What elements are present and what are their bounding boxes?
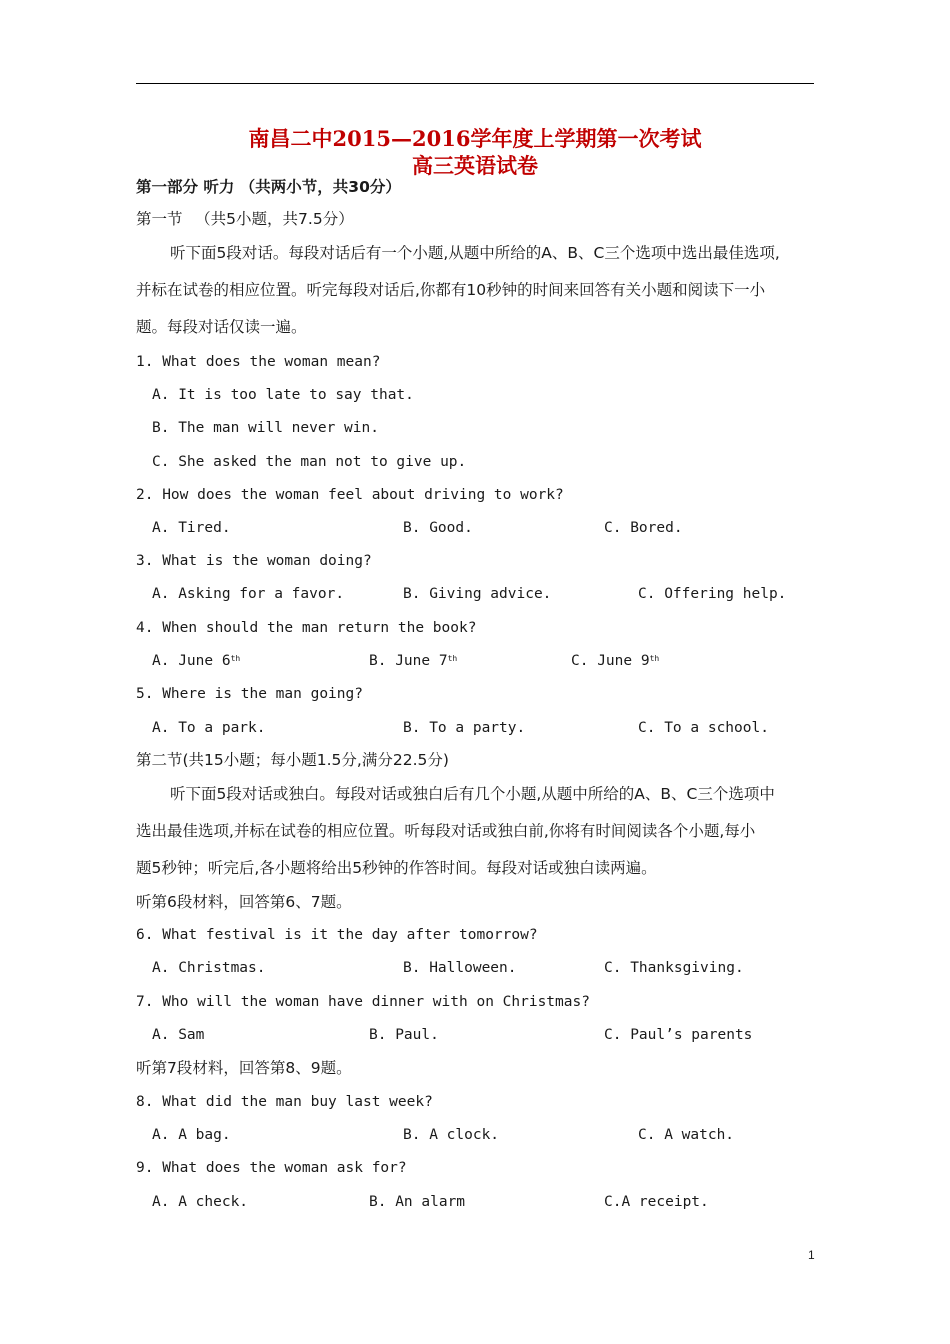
option-a: A. Christmas. [152,960,266,976]
section2-instruction: 选出最佳选项,并标在试卷的相应位置。听每段对话或独白前,你将有时间阅读各个小题,每小 [136,822,756,840]
option-b: B. An alarm [369,1194,466,1210]
option-b: B. Paul. [369,1027,439,1043]
question-stem: 3. What is the woman doing? [136,553,372,569]
question-stem: 8. What did the man buy last week? [136,1094,433,1110]
exam-subtitle: 高三英语试卷 [412,153,538,178]
option-c: C.A receipt. [604,1194,709,1210]
section2-instruction: 题5秒钟；听完后,各小题将给出5秒钟的作答时间。每段对话或独白读两遍。 [136,859,657,877]
question-stem: 1. What does the woman mean? [136,354,381,370]
section2-instruction: 听下面5段对话或独白。每段对话或独白后有几个小题,从题中所给的A、B、C三个选项中 [170,785,775,803]
option-b: B. The man will never win. [152,420,379,436]
option-a: A. Sam [152,1027,205,1043]
option-a: A. June 6th [152,653,241,669]
option-b: B. Giving advice. [403,586,552,602]
option-c: C. To a school. [638,720,769,736]
section1-instruction: 听下面5段对话。每段对话后有一个小题,从题中所给的A、B、C三个选项中选出最佳选项, [170,244,780,262]
material-note: 听第6段材料，回答第6、7题。 [136,893,352,911]
option-a: A. It is too late to say that. [152,387,414,403]
section1-instruction: 并标在试卷的相应位置。听完每段对话后,你都有10秒钟的时间来回答有关小题和阅读下一小 [136,281,766,299]
option-a: A. Tired. [152,520,231,536]
option-a: A. To a park. [152,720,266,736]
ordinal-suffix: th [447,654,458,663]
option-b: B. Good. [403,520,473,536]
option-c: C. Paul’s parents [604,1027,753,1043]
exam-title: 南昌二中2015—2016学年度上学期第一次考试 [248,126,702,151]
section1-heading: 第一节 （共5小题，共7.5分） [136,210,354,228]
option-c: C. Thanksgiving. [604,960,744,976]
option-a: A. Asking for a favor. [152,586,345,602]
part1-heading: 第一部分 听力 （共两小节，共30分） [136,178,401,196]
option-c: C. June 9th [571,653,660,669]
option-c: C. A watch. [638,1127,735,1143]
page-number: 1 [808,1248,815,1262]
option-c: C. Offering help. [638,586,787,602]
question-stem: 7. Who will the woman have dinner with on Christmas? [136,994,590,1010]
option-b: B. A clock. [403,1127,500,1143]
option-a: A. A bag. [152,1127,231,1143]
option-c: C. She asked the man not to give up. [152,454,467,470]
ordinal-suffix: th [649,654,660,663]
question-stem: 6. What festival is it the day after tomorrow? [136,927,538,943]
top-rule [136,83,814,84]
question-stem: 4. When should the man return the book? [136,620,477,636]
option-a: A. A check. [152,1194,249,1210]
option-b: B. Halloween. [403,960,517,976]
question-stem: 9. What does the woman ask for? [136,1160,407,1176]
option-b: B. June 7th [369,653,458,669]
section2-heading: 第二节(共15小题；每小题1.5分,满分22.5分) [136,751,449,769]
material-note: 听第7段材料，回答第8、9题。 [136,1059,352,1077]
option-c: C. Bored. [604,520,683,536]
question-stem: 5. Where is the man going? [136,686,363,702]
option-b: B. To a party. [403,720,526,736]
section1-instruction: 题。每段对话仅读一遍。 [136,318,307,336]
question-stem: 2. How does the woman feel about driving to work? [136,487,564,503]
ordinal-suffix: th [230,654,241,663]
